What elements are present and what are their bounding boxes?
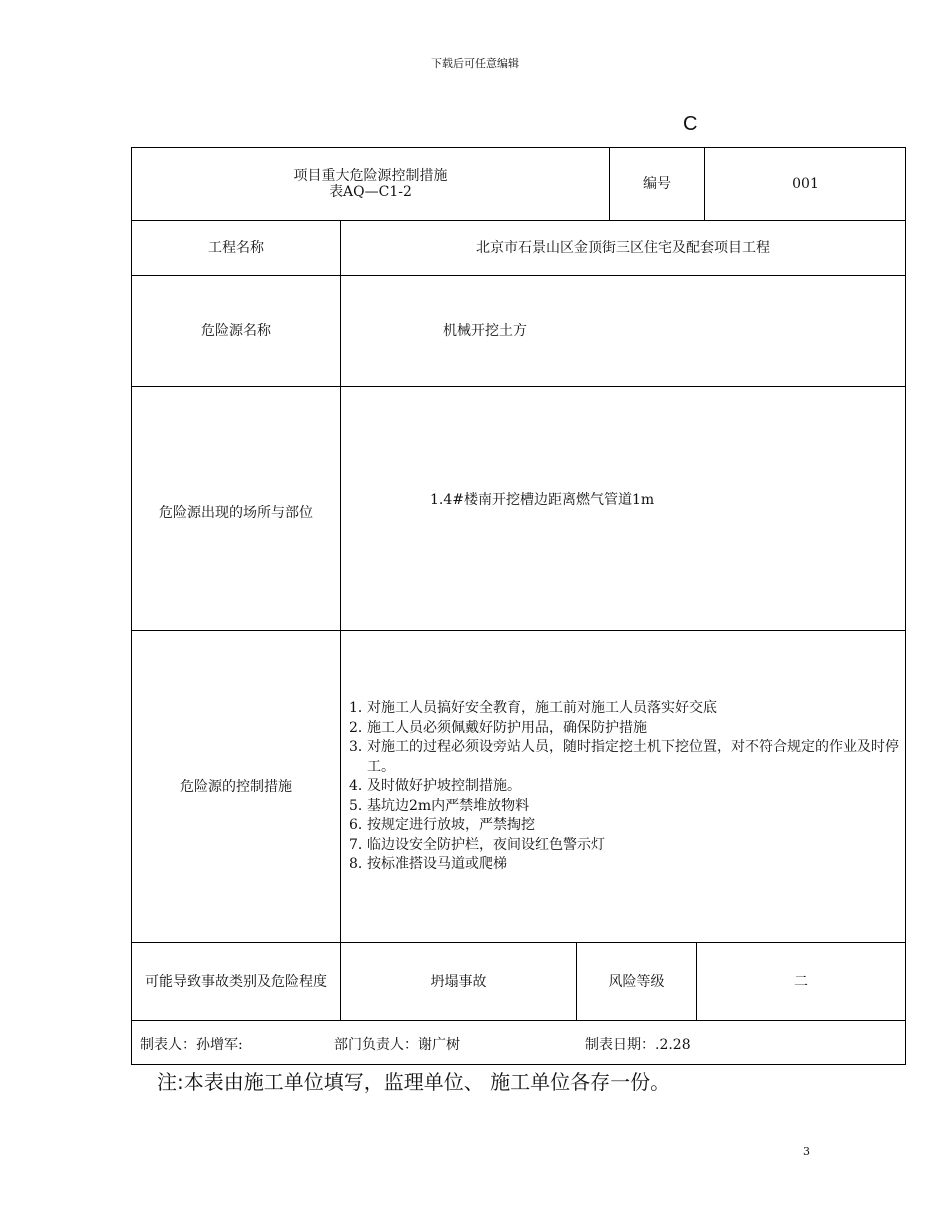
number-value: 001 [792, 176, 819, 192]
measure-text: 及时做好护坡控制措施。 [367, 778, 521, 794]
risk-value: 二 [794, 973, 808, 990]
measure-text: 施工人员必须佩戴好防护用品，确保防护措施 [367, 719, 647, 736]
measure-number: 5． [349, 797, 372, 814]
measure-number: 8． [349, 856, 372, 872]
location-label [132, 387, 340, 630]
measures-cell [341, 631, 905, 942]
measures-label: 危险源的控制措施 [180, 778, 292, 795]
document-code: C [683, 113, 698, 135]
row-divider [132, 1020, 905, 1021]
measure-number: 4． [349, 778, 372, 794]
accident-value: 坍塌事故 [430, 973, 487, 990]
measure-number: 1． [349, 700, 372, 716]
measure-item [349, 777, 905, 797]
hazard-label: 危险源名称 [201, 323, 271, 339]
measure-text: 按规定进行放坡，严禁掏挖 [367, 817, 535, 833]
hazard-control-form [131, 147, 906, 1065]
risk-label: 风险等级 [608, 973, 665, 990]
preparer: 制表人：孙增军: [140, 1037, 243, 1053]
project-value: 北京市石景山区金顶街三区住宅及配套项目工程 [476, 240, 770, 256]
measure-number: 6． [349, 817, 372, 833]
measure-number: 7． [349, 836, 372, 853]
form-title-line2: 表AQ—C1-2 [329, 184, 412, 200]
measure-item [349, 816, 905, 836]
measure-item [349, 719, 905, 739]
footnote: 注:本表由施工单位填写，监理单位、 施工单位各存一份。 [157, 1070, 671, 1094]
dept-head: 部门负责人：谢广树 [334, 1037, 460, 1053]
location-value: 1.4#楼南开挖槽边距离燃气管道1m [430, 492, 655, 508]
project-label: 工程名称 [208, 240, 264, 256]
page-number: 3 [803, 1145, 810, 1158]
form-title-line1: 项目重大危险源控制措施 [293, 168, 448, 184]
hazard-value: 机械开挖土方 [443, 323, 527, 339]
accident-label: 可能导致事故类别及危险程度 [145, 973, 327, 990]
measure-item [349, 836, 905, 856]
measure-item [349, 797, 905, 817]
measure-item [349, 855, 905, 875]
measure-text: 对施工的过程必须设旁站人员，随时指定挖土机下挖位置，对不符合规定的作业及时停工。 [367, 739, 899, 775]
prepared-date: 制表日期：.2.28 [585, 1037, 691, 1053]
measure-number: 3． [349, 739, 372, 755]
measure-text: 临边设安全防护栏，夜间设红色警示灯 [367, 836, 605, 853]
form-title [132, 148, 609, 220]
measure-text: 按标准搭设马道或爬梯 [367, 856, 507, 872]
measure-text: 对施工人员搞好安全教育，施工前对施工人员落实好交底 [367, 700, 717, 716]
measure-item [349, 699, 905, 719]
measures-list [349, 699, 905, 875]
header-note: 下载后可任意编辑 [431, 57, 519, 70]
location-label-text: 危险源出现的场所与部位 [159, 504, 313, 521]
measure-text: 基坑边2m内严禁堆放物料 [367, 797, 530, 814]
measure-item [349, 738, 905, 777]
number-label: 编号 [643, 176, 671, 192]
measure-number: 2． [349, 719, 372, 736]
